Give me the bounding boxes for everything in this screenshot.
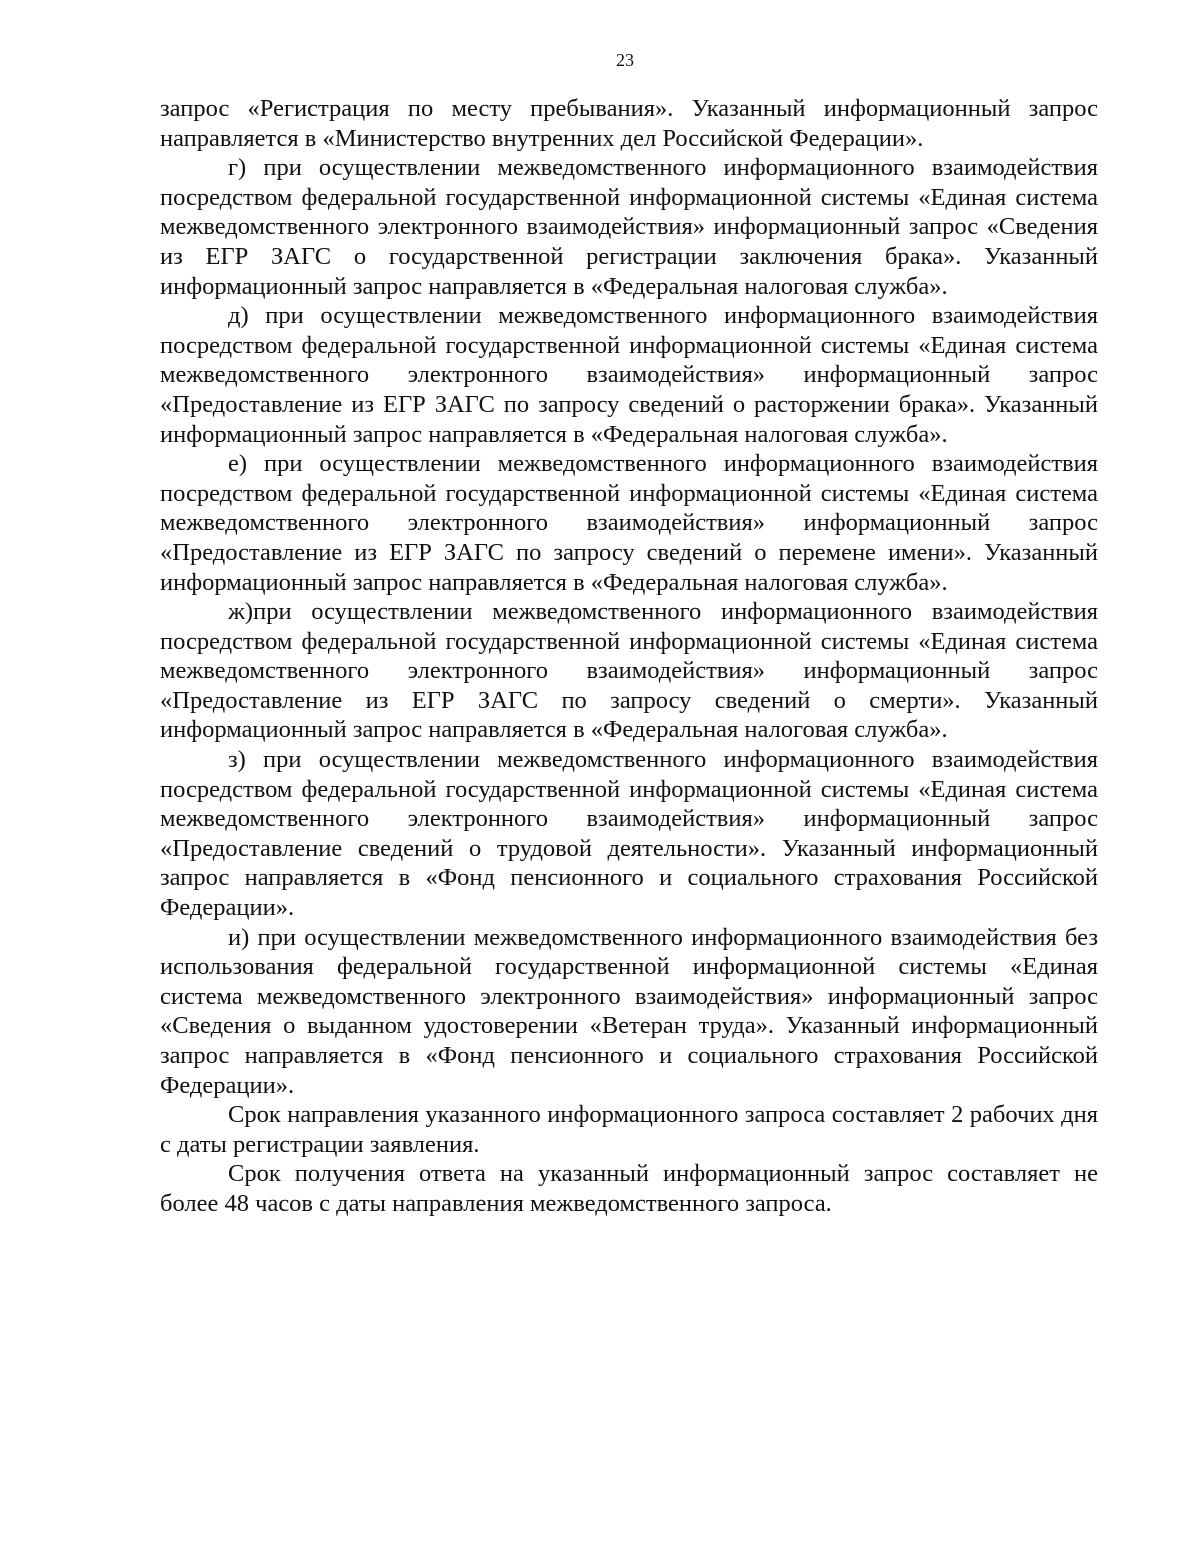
paragraph-item-d: д) при осуществлении межведомственного информационного взаимодействия посредством федеральной государственной информационной системы «Единая система межведомственного электронного взаимодействия» информационный запрос «Предоставление из ЕГР ЗАГС по запросу сведений о расторжении брака». Указанный информационный запрос направляется в «Федеральная налоговая служба».	[160, 302, 1098, 448]
paragraph-response-deadline: Срок получения ответа на указанный информационный запрос составляет не более 48 часов с даты направления межведомственного запроса.	[160, 1160, 1098, 1217]
document-body	[160, 94, 1098, 1219]
paragraph-item-g: г) при осуществлении межведомственного информационного взаимодействия посредством федеральной государственной информационной системы «Единая система межведомственного электронного взаимодействия» информационный запрос «Сведения из ЕГР ЗАГС о государственной регистрации заключения брака». Указанный информационный запрос направляется в «Федеральная налоговая служба».	[160, 154, 1098, 300]
paragraph-continuation: запрос «Регистрация по месту пребывания». Указанный информационный запрос направляется в «Министерство внутренних дел Российской Федерации».	[160, 95, 1098, 152]
paragraph-item-zh: ж)при осуществлении межведомственного информационного взаимодействия посредством федеральной государственной информационной системы «Единая система межведомственного электронного взаимодействия» информационный запрос «Предоставление из ЕГР ЗАГС по запросу сведений о смерти». Указанный информационный запрос направляется в «Федеральная налоговая служба».	[160, 598, 1098, 744]
page-number: 23	[616, 50, 634, 70]
paragraph-item-z: з) при осуществлении межведомственного информационного взаимодействия посредством федеральной государственной информационной системы «Единая система межведомственного электронного взаимодействия» информационный запрос «Предоставление сведений о трудовой деятельности». Указанный информационный запрос направляется в «Фонд пенсионного и социального страхования Российской Федерации».	[160, 746, 1098, 922]
paragraph-request-deadline: Срок направления указанного информационного запроса составляет 2 рабочих дня с даты регистрации заявления.	[160, 1101, 1098, 1158]
paragraph-item-i: и) при осуществлении межведомственного информационного взаимодействия без использования федеральной государственной информационной системы «Единая система межведомственного электронного взаимодействия» информационный запрос «Сведения о выданном удостоверении «Ветеран труда». Указанный информационный запрос направляется в «Фонд пенсионного и социального страхования Российской Федерации».	[160, 923, 1098, 1099]
paragraph-item-e: е) при осуществлении межведомственного информационного взаимодействия посредством федеральной государственной информационной системы «Единая система межведомственного электронного взаимодействия» информационный запрос «Предоставление из ЕГР ЗАГС по запросу сведений о перемене имени». Указанный информационный запрос направляется в «Федеральная налоговая служба».	[160, 450, 1098, 596]
